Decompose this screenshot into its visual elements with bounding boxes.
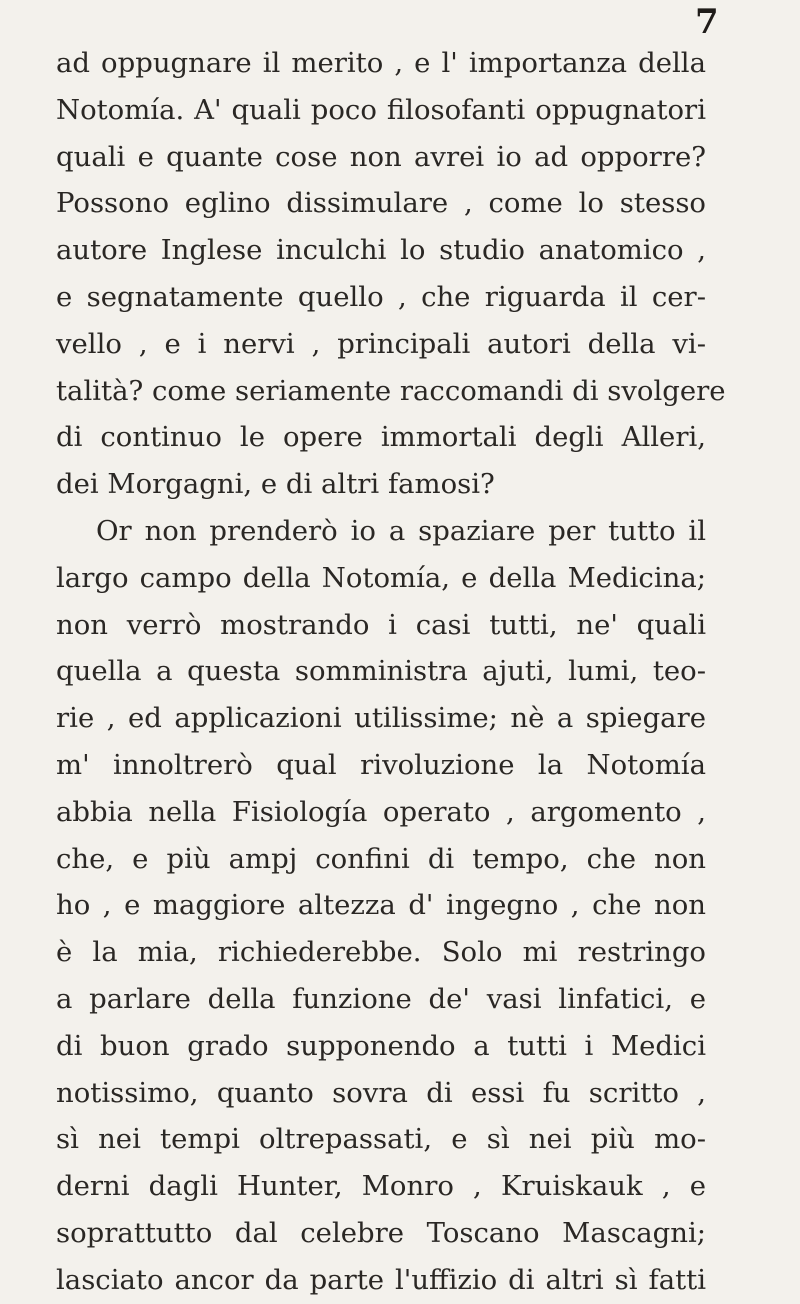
text-line: derni dagli Hunter, Monro , Kruiskauk , e bbox=[56, 1170, 706, 1203]
text-line: Possono eglino dissimulare , come lo stesso bbox=[56, 187, 706, 220]
body-text bbox=[56, 40, 726, 1304]
text-line: m' innoltrerò qual rivoluzione la Notomía bbox=[56, 748, 706, 781]
text-line: autore Inglese inculchi lo studio anatomico , bbox=[56, 234, 706, 267]
text-line: quella a questa somministra ajuti, lumi, teo- bbox=[56, 655, 706, 688]
paragraph-end-line: dei Morgagni, e di altri famosi? bbox=[56, 468, 495, 501]
text-line: ho , e maggiore altezza d' ingegno , che non bbox=[56, 889, 706, 922]
text-line: Notomía. A' quali poco filosofanti oppugnatori bbox=[56, 93, 706, 126]
text-line: non verrò mostrando i casi tutti, ne' quali bbox=[56, 608, 706, 641]
text-line: che, e più ampj confini di tempo, che non bbox=[56, 842, 706, 875]
text-line: vello , e i nervi , principali autori della vi- bbox=[56, 327, 706, 360]
text-line: abbia nella Fisiología operato , argomento , bbox=[56, 795, 706, 828]
text-line: talità? come seriamente raccomandi di svolgere bbox=[56, 374, 726, 407]
text-line: e segnatamente quello , che riguarda il cer- bbox=[56, 280, 706, 313]
text-line: a parlare della funzione de' vasi linfatici, e bbox=[56, 982, 706, 1015]
text-line: di buon grado supponendo a tutti i Medici bbox=[56, 1029, 706, 1062]
text-line: rie , ed applicazioni utilissime; nè a spiegare bbox=[56, 702, 706, 735]
text-line: notissimo, quanto sovra di essi fu scritto , bbox=[56, 1076, 706, 1109]
page-number: 7 bbox=[695, 2, 719, 42]
text-line: di continuo le opere immortali degli Alleri, bbox=[56, 421, 706, 454]
text-line: ad oppugnare il merito , e l' importanza della bbox=[56, 47, 706, 79]
paragraph-start-line: Or non prenderò io a spaziare per tutto il bbox=[96, 514, 706, 547]
text-line: è la mia, richiederebbe. Solo mi restringo bbox=[56, 936, 706, 969]
text-line: lasciato ancor da parte l'uffizio di altri sì fatti bbox=[56, 1263, 706, 1296]
text-line: soprattutto dal celebre Toscano Mascagni; bbox=[56, 1216, 706, 1249]
text-line: largo campo della Notomía, e della Medicina; bbox=[56, 561, 706, 594]
text-line: sì nei tempi oltrepassati, e sì nei più mo- bbox=[56, 1123, 706, 1156]
text-line: quali e quante cose non avrei io ad opporre? bbox=[56, 140, 706, 173]
